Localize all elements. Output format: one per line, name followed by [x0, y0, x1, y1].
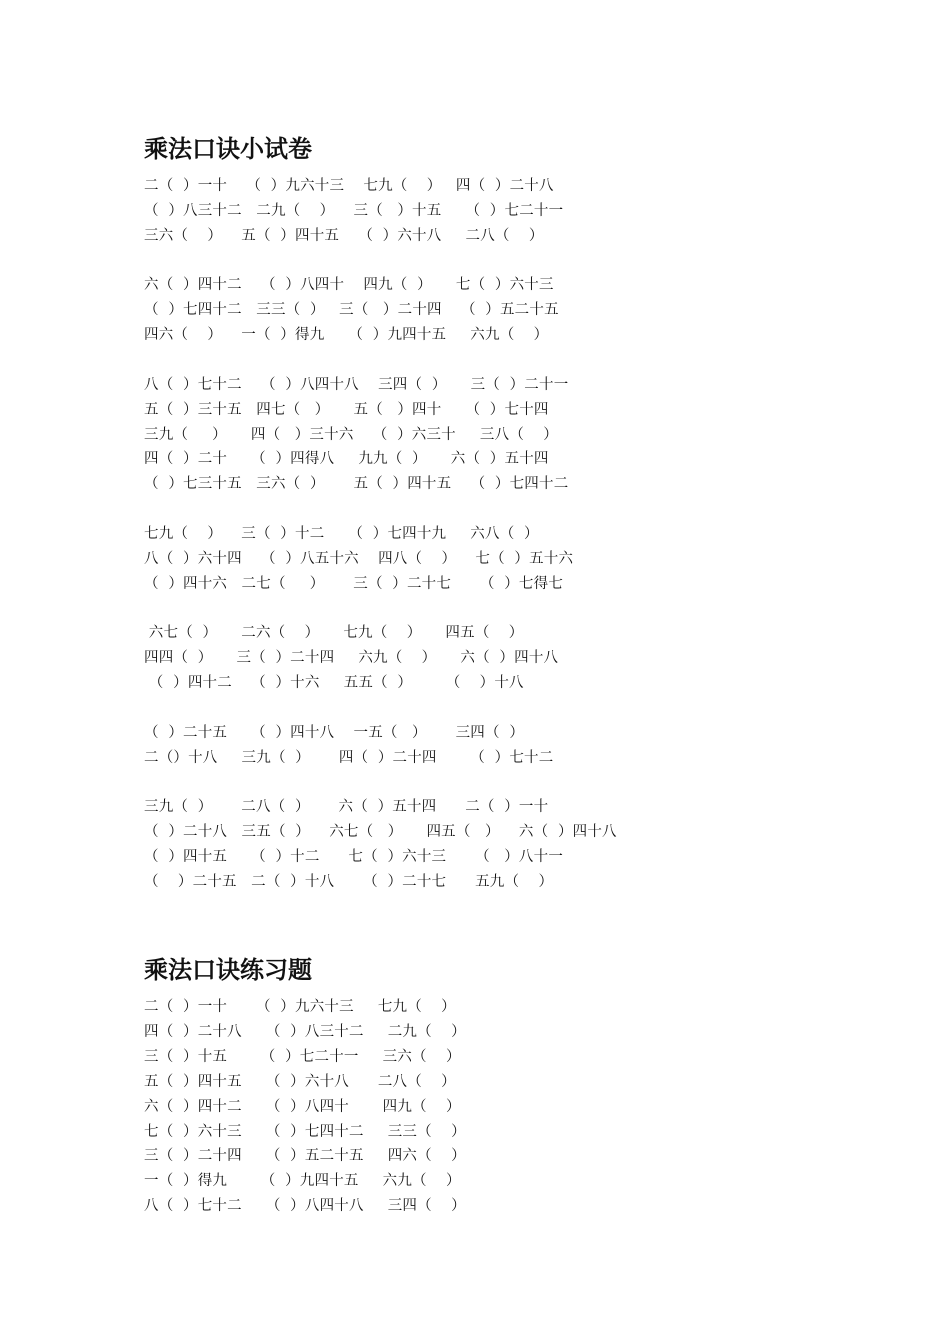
- section2-line: 四（ ）二十八 （ ）八三十二 二九（ ）: [144, 1023, 466, 1040]
- section2-line: 五（ ）四十五 （ ）六十八 二八（ ）: [144, 1073, 456, 1090]
- section1-line: 七九（ ） 三（ ）十二 （ ）七四十九 六八（ ）: [144, 525, 539, 542]
- section1-line: 三六（ ） 五（ ）四十五 （ ）六十八 二八（ ）: [144, 227, 544, 244]
- section2-line: 三（ ）二十四 （ ）五二十五 四六（ ）: [144, 1148, 466, 1165]
- section2-line: 三（ ）十五 （ ）七二十一 三六（ ）: [144, 1048, 461, 1065]
- section1-title: 乘法口诀小试卷: [144, 135, 312, 163]
- section1-line: （ ）二十八 三五（ ） 六七（ ） 四五（ ） 六（ ）四十八: [144, 824, 617, 841]
- section1-line: （ ）四十二 （ ）十六 五五（ ） （ ）十八: [144, 675, 524, 691]
- section2-line: 二（ ）一十 （ ）九六十三 七九（ ）: [144, 999, 456, 1015]
- section1-line: （ ）八三十二 二九（ ） 三（ ）十五 （ ）七二十一: [144, 202, 564, 219]
- section2-line: 一（ ）得九 （ ）九四十五 六九（ ）: [144, 1173, 461, 1190]
- section1-line: 二（）十八 三九（ ） 四（ ）二十四 （ ）七十二: [144, 749, 554, 766]
- section1-line: 四（ ）二十 （ ）四得八 九九（ ） 六（ ）五十四: [144, 451, 549, 468]
- section2-line: 六（ ）四十二 （ ）八四十 四九（ ）: [144, 1098, 461, 1115]
- section1-line: 八（ ）七十二 （ ）八四十八 三四（ ） 三（ ）二十一: [144, 376, 569, 393]
- section1-line: （ ）二十五 二（ ）十八 （ ）二十七 五九（ ）: [144, 873, 554, 890]
- section1-line: （ ）四十五 （ ）十二 七（ ）六十三 （ ）八十一: [144, 848, 564, 865]
- section1-line: 五（ ）三十五 四七（ ） 五（ ）四十 （ ）七十四: [144, 401, 549, 418]
- section1-line: 四四（ ） 三（ ）二十四 六九（ ） 六（ ）四十八: [144, 650, 559, 667]
- section1-line: 六（ ）四十二 （ ）八四十 四九（ ） 七（ ）六十三: [144, 277, 554, 294]
- section2-title: 乘法口诀练习题: [144, 956, 312, 984]
- section1-line: 四六（ ） 一（ ）得九 （ ）九四十五 六九（ ）: [144, 327, 549, 344]
- section2-line: 七（ ）六十三 （ ）七四十二 三三（ ）: [144, 1123, 466, 1140]
- section1-line: 六七（ ） 二六（ ） 七九（ ） 四五（ ）: [144, 625, 524, 642]
- section1-line: 八（ ）六十四 （ ）八五十六 四八（ ） 七（ ）五十六: [144, 550, 574, 567]
- section1-line: （ ）二十五 （ ）四十八 一五（ ） 三四（ ）: [144, 724, 525, 741]
- section1-line: 三九（ ） 二八（ ） 六（ ）五十四 二（ ）一十: [144, 799, 549, 816]
- section1-line: （ ）七四十二 三三（ ） 三（ ）二十四 （ ）五二十五: [144, 302, 559, 319]
- section1-line: （ ）四十六 二七（ ） 三（ ）二十七 （ ）七得七: [144, 575, 564, 592]
- section1-line: （ ）七三十五 三六（ ） 五（ ）四十五 （ ）七四十二: [144, 476, 569, 493]
- section2-line: 八（ ）七十二 （ ）八四十八 三四（ ）: [144, 1198, 466, 1215]
- section1-line: 二（ ）一十 （ ）九六十三 七九（ ） 四（ ）二十八: [144, 178, 554, 194]
- section1-line: 三九（ ） 四（ ）三十六 （ ）六三十 三八（ ）: [144, 426, 558, 443]
